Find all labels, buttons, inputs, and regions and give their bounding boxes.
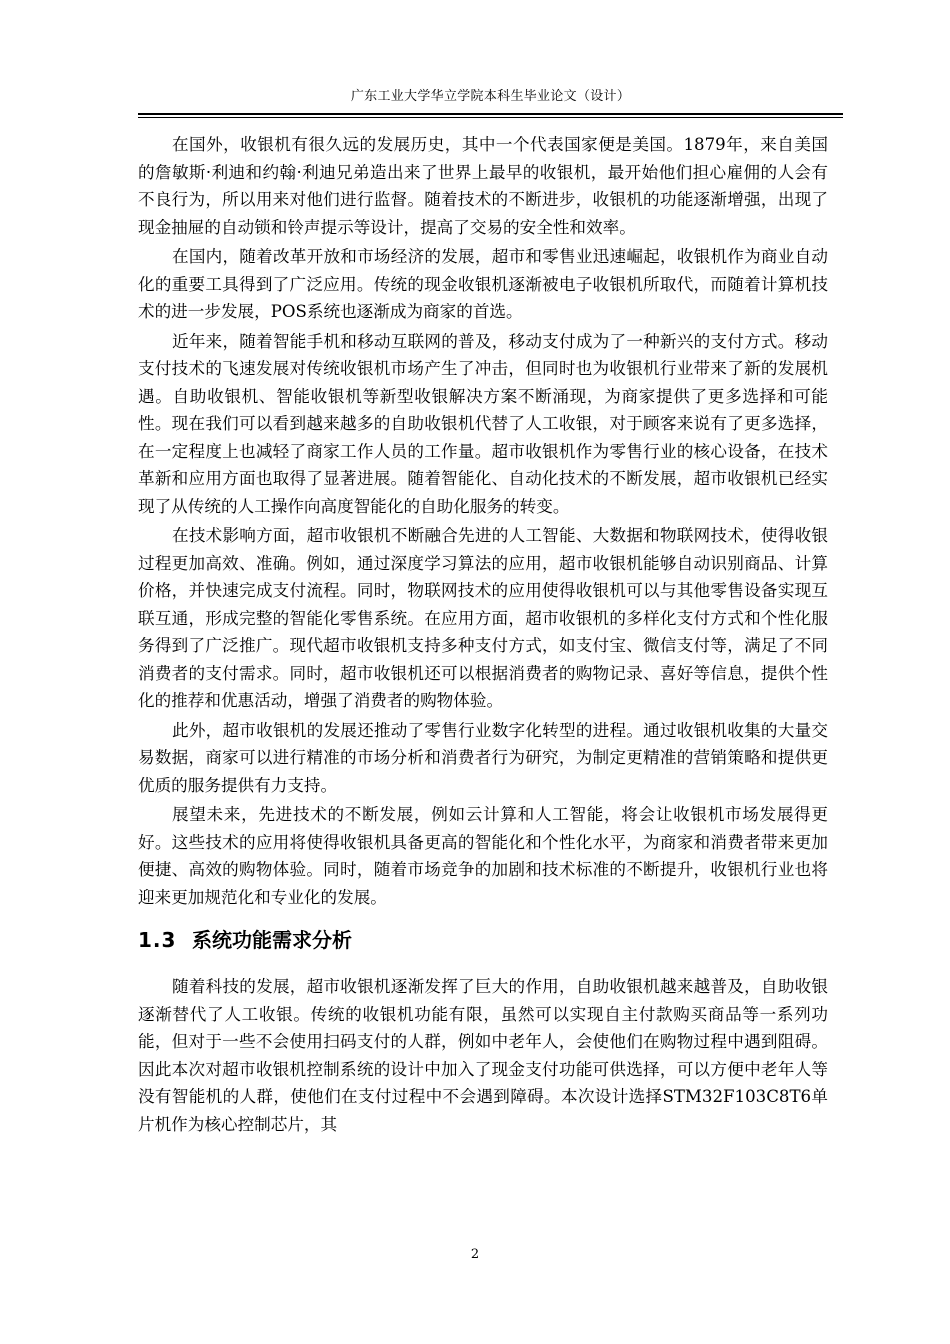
paragraph: 随着科技的发展，超市收银机逐渐发挥了巨大的作用，自助收银机越来越普及，自助收银逐渐替代了人工收银。传统的收银机功能有限，虽然可以实现自主付款购买商品等一系列功能，但对于一些不会使用扫码支付的人群，例如中老年人，会使他们在购物过程中遇到阻碍。因此本次对超市收银机控制系统的设计中加入了现金支付功能可供选择，可以方便中老年人等没有智能机的人群，使他们在支付过程中不会遇到障碍。本次设计选择STM32F103C8T6单片机作为核心控制芯片，其 (138, 977, 828, 1134)
paragraph: 展望未来，先进技术的不断发展，例如云计算和人工智能，将会让收银机市场发展得更好。这些技术的应用将使得收银机具备更高的智能化和个性化水平，为商家和消费者带来更加便捷、高效的购物体验。同时，随着市场竞争的加剧和技术标准的不断提升，收银机行业也将迎来更加规范化和专业化的发展。 (138, 805, 828, 907)
section-number: 1.3 (138, 928, 177, 952)
paragraph: 近年来，随着智能手机和移动互联网的普及，移动支付成为了一种新兴的支付方式。移动支付技术的飞速发展对传统收银机市场产生了冲击，但同时也为收银机行业带来了新的发展机遇。自助收银机、智能收银机等新型收银解决方案不断涌现，为商家提供了更多选择和可能性。现在我们可以看到越来越多的自助收银机代替了人工收银，对于顾客来说有了更多选择，在一定程度上也减轻了商家工作人员的工作量。超市收银机作为零售行业的核心设备，在技术革新和应用方面也取得了显著进展。随着智能化、自动化技术的不断发展，超市收银机已经实现了从传统的人工操作向高度智能化的自助化服务的转变。 (138, 331, 828, 516)
running-header: 广东工业大学华立学院本科生毕业论文（设计） (350, 89, 631, 104)
header-rule-thick (138, 113, 843, 115)
header-rule-thin (138, 117, 843, 118)
body-text (138, 131, 828, 1138)
paragraph: 此外，超市收银机的发展还推动了零售行业数字化转型的进程。通过收银机收集的大量交易数据，商家可以进行精准的市场分析和消费者行为研究，为制定更精准的营销策略和提供更优质的服务提供有力支持。 (138, 720, 828, 795)
page-number: 2 (470, 1247, 480, 1262)
paragraph: 在国内，随着改革开放和市场经济的发展，超市和零售业迅速崛起，收银机作为商业自动化的重要工具得到了广泛应用。传统的现金收银机逐渐被电子收银机所取代，而随着计算机技术的进一步发展，POS系统也逐渐成为商家的首选。 (138, 247, 828, 321)
paragraph: 在技术影响方面，超市收银机不断融合先进的人工智能、大数据和物联网技术，使得收银过程更加高效、准确。例如，通过深度学习算法的应用，超市收银机能够自动识别商品、计算价格，并快速完成支付流程。同时，物联网技术的应用使得收银机可以与其他零售设备实现互联互通，形成完整的智能化零售系统。在应用方面，超市收银机的多样化支付方式和个性化服务得到了广泛推广。现代超市收银机支持多种支付方式，如支付宝、微信支付等，满足了不同消费者的支付需求。同时，超市收银机还可以根据消费者的购物记录、喜好等信息，提供个性化的推荐和优惠活动，增强了消费者的购物体验。 (138, 526, 828, 710)
paragraph: 在国外，收银机有很久远的发展历史，其中一个代表国家便是美国。1879年，来自美国的詹敏斯·利迪和约翰·利迪兄弟造出来了世界上最早的收银机，最开始他们担心雇佣的人会有不良行为，所以用来对他们进行监督。随着技术的不断进步，收银机的功能逐渐增强，出现了现金抽屉的自动锁和铃声提示等设计，提高了交易的安全性和效率。 (138, 135, 828, 237)
section-heading (138, 925, 828, 955)
section-title: 系统功能需求分析 (192, 928, 352, 952)
